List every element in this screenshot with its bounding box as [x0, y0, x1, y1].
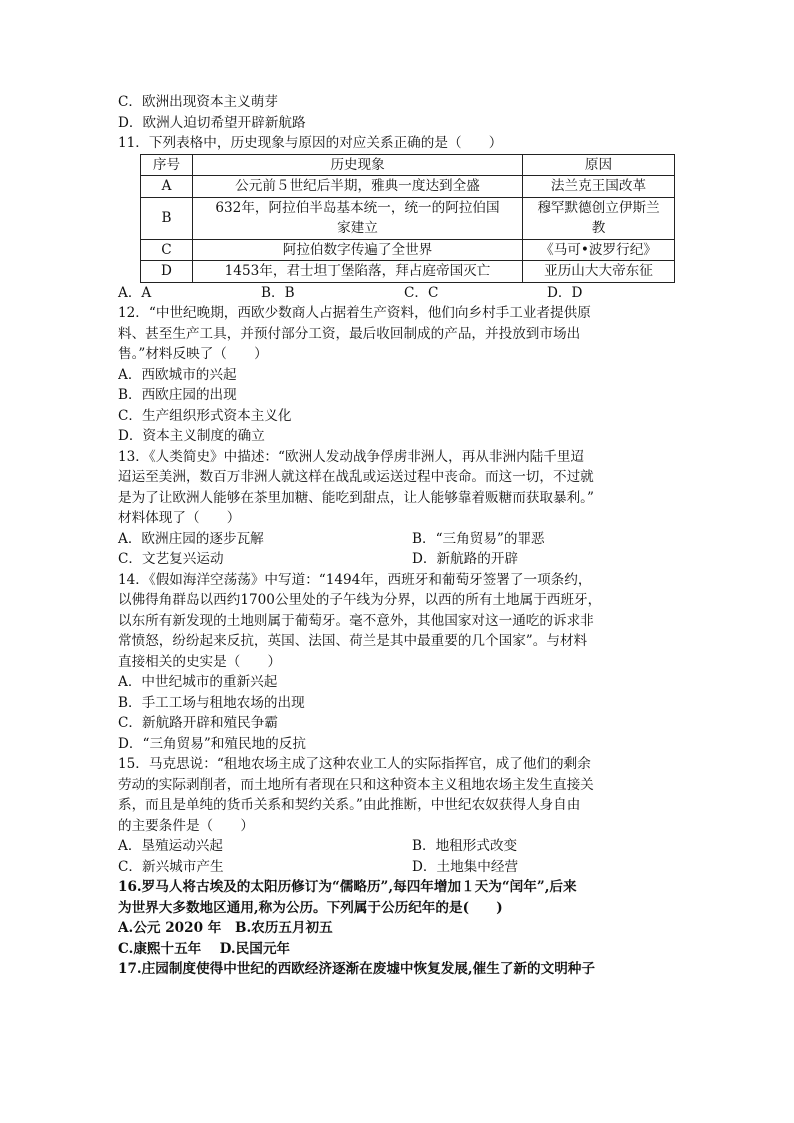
row-phenomenon: 1453年，君士坦丁堡陷落，拜占庭帝国灭亡: [193, 261, 523, 283]
q12-option-c[interactable]: C．生产组织形式资本主义化: [118, 407, 292, 424]
q15-stem-line: 系，而且是单纯的货币关系和契约关系。”由此推断，中世纪农奴获得人身自由: [118, 797, 581, 813]
row-phenomenon: 公元前５世纪后半期，雅典一度达到全盛: [193, 176, 523, 198]
row-phenomenon-line: 家建立: [337, 220, 378, 236]
q14-stem-line: 直接相关的史实是（ ）: [118, 653, 282, 670]
q15-option-b[interactable]: B．地租形式改变: [412, 838, 518, 854]
table-row: [141, 197, 675, 239]
q13-option-c[interactable]: C．文艺复兴运动: [118, 551, 224, 567]
q12-stem-line: 售。”材料反映了（ ）: [118, 346, 268, 362]
q14-stem-line: 14．《假如海洋空荡荡》中写道：“1494年，西班牙和葡萄牙签署了一项条约，: [118, 571, 592, 588]
q11-table: [140, 154, 675, 283]
row-cause: 法兰克王国改革: [523, 176, 675, 198]
row-cause: 亚历山大大帝东征: [523, 261, 675, 283]
q13-stem-line: 材料体现了（ ）: [118, 510, 241, 526]
q14-option-b[interactable]: B．手工工场与租地农场的出现: [118, 694, 305, 711]
q13-option-d[interactable]: D．新航路的开辟: [412, 551, 519, 567]
q13-option-a[interactable]: A．欧洲庄园的逐步瓦解: [118, 530, 264, 547]
q14-option-d[interactable]: D．“三角贸易”和殖民地的反抗: [118, 735, 306, 752]
q16-options-line[interactable]: C.康熙十五年 D.民国元年: [118, 940, 291, 957]
exam-page: [118, 92, 678, 980]
q14-stem-line: 以佛得角群岛以西约1700公里处的子午线为分界，以西的所有土地属于西班牙，: [118, 592, 602, 608]
q10-option-c[interactable]: C．欧洲出现资本主义萌芽: [118, 94, 278, 110]
q11-option-c[interactable]: C．C: [404, 284, 439, 301]
q16-stem-line: 为世界大多数地区通用,称为公历。下列属于公历纪年的是( ): [118, 899, 503, 916]
q12-stem-line: 12．“中世纪晚期，西欧少数商人占据着生产资料，他们向乡村手工业者提供原: [118, 305, 591, 321]
row-phenomenon: 阿拉伯数字传遍了全世界: [193, 239, 523, 261]
table-header: 历史现象: [193, 154, 523, 176]
table-row: [141, 261, 675, 283]
q12-option-b[interactable]: B．西欧庄园的出现: [118, 387, 237, 403]
q15-stem-line: 的主要条件是（ ）: [118, 817, 254, 834]
q13-options-row: [118, 549, 678, 570]
row-phenomenon: [193, 197, 523, 239]
q15-stem-line: 15．马克思说：“租地农场主成了这种农业工人的实际指挥官，成了他们的剩余: [118, 756, 591, 772]
q11-stem: 11．下列表格中，历史现象与原因的对应关系正确的是（ ）: [118, 135, 503, 151]
q14-option-c[interactable]: C．新航路开辟和殖民争霸: [118, 715, 278, 731]
q15-options-row: [118, 857, 678, 878]
row-cause-line: 教: [591, 220, 606, 236]
q11-options: [118, 283, 678, 304]
table-header: 序号: [141, 154, 193, 176]
q12-option-d[interactable]: D．资本主义制度的确立: [118, 428, 265, 444]
q12-option-a[interactable]: A．西欧城市的兴起: [118, 366, 237, 383]
q15-option-d[interactable]: D．土地集中经营: [412, 858, 519, 875]
q10-option-d[interactable]: D．欧洲人迫切希望开辟新航路: [118, 114, 306, 131]
q14-stem-line: 以东所有新发现的土地则属于葡萄牙。毫不意外，其他国家对这一通吃的诉求非: [118, 612, 594, 629]
q13-options-row: [118, 529, 678, 550]
q15-option-c[interactable]: C．新兴城市产生: [118, 858, 224, 875]
row-cause: [523, 197, 675, 239]
q16-options-line[interactable]: A.公元 2020 年 B.农历五月初五: [118, 920, 333, 936]
row-cause-line: 穆罕默德创立伊斯兰: [537, 199, 660, 216]
q15-options-row: [118, 836, 678, 857]
table-header: 原因: [523, 154, 675, 176]
q14-option-a[interactable]: A．中世纪城市的重新兴起: [118, 674, 278, 690]
q17-stem-line: 17.庄园制度使得中世纪的西欧经济逐渐在废墟中恢复发展,催生了新的文明种子: [118, 961, 595, 977]
row-id: B: [141, 197, 193, 239]
row-phenomenon-line: 632年，阿拉伯半岛基本统一，统一的阿拉伯国: [215, 199, 500, 216]
q13-stem-line: 迢运至美洲，数百万非洲人就这样在战乱或运送过程中丧命。而这一切，不过就: [118, 469, 594, 485]
q11-option-b[interactable]: B．B: [261, 284, 295, 301]
q14-stem-line: 常愤怒，纷纷起来反抗，英国、法国、荷兰是其中最重要的几个国家”。与材料: [118, 633, 588, 649]
table-row: [141, 239, 675, 261]
q15-option-a[interactable]: A．垦殖运动兴起: [118, 838, 223, 854]
q15-stem-line: 劳动的实际剥削者，而土地所有者现在只和这种资本主义租地农场主发生直接关: [118, 776, 594, 793]
table-row: [141, 176, 675, 198]
row-id: C: [141, 239, 193, 261]
q13-stem-line: 是为了让欧洲人能够在茶里加糖、能吃到甜点，让人能够靠着贩糖而获取暴利。”: [118, 489, 594, 506]
q11-option-d[interactable]: D．D: [547, 284, 583, 301]
q13-option-b[interactable]: B．“三角贸易”的罪恶: [412, 530, 545, 547]
q12-stem-line: 料、甚至生产工具，并预付部分工资，最后收回制成的产品，并投放到市场出: [118, 325, 581, 342]
row-id: D: [141, 261, 193, 283]
q16-stem-line: 16.罗马人将古埃及的太阳历修订为“儒略历”,每四年增加１天为“闰年”,后来: [118, 879, 577, 895]
q11-option-a[interactable]: A．A: [118, 284, 152, 301]
row-id: A: [141, 176, 193, 198]
q13-stem-line: 13．《人类简史》中描述：“欧洲人发动战争俘虏非洲人，再从非洲内陆千里迢: [118, 448, 585, 465]
table-header-row: [141, 154, 675, 176]
row-cause: 《马可•波罗行纪》: [523, 239, 675, 261]
